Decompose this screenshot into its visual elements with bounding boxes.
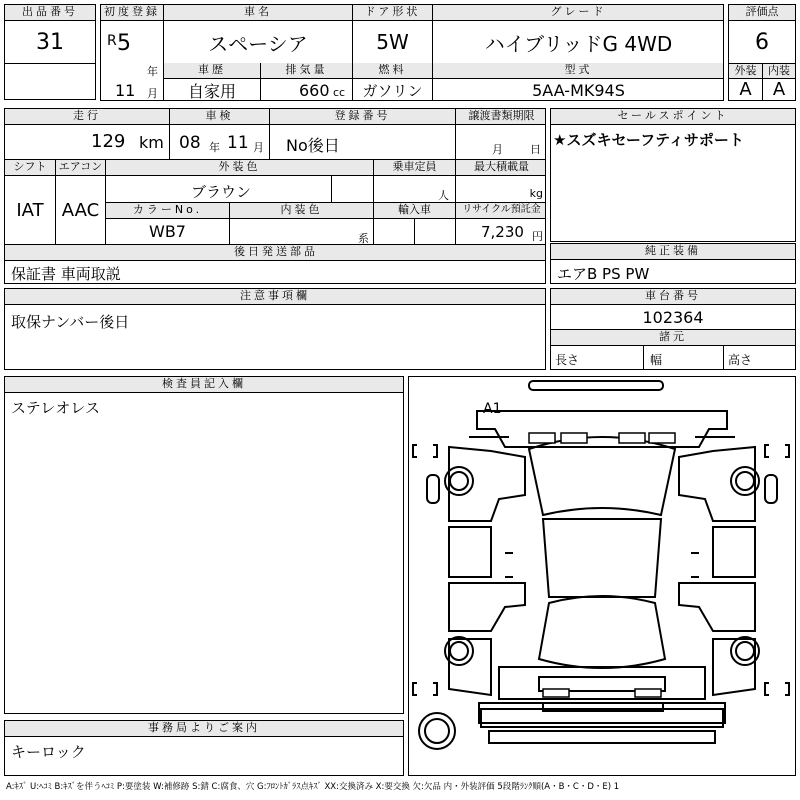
displacement-unit: cc (333, 86, 346, 99)
vehicle-detail-box (4, 108, 546, 284)
recycle-value: 7,230 (481, 223, 524, 241)
car-diagram-box (408, 376, 796, 776)
displacement-divider (260, 79, 261, 101)
first-reg-month-unit: 月 (147, 87, 158, 100)
displacement-value: 660 (299, 81, 330, 100)
car-name-value: スペーシア (163, 21, 352, 63)
sales-point-label: セールスポイント (551, 109, 795, 125)
mileage-unit: km (139, 133, 164, 152)
ext-color-label: 外装色 (105, 160, 373, 176)
score-ext-value: A (739, 79, 752, 100)
spec-width: 幅 (643, 346, 723, 369)
office-box (4, 720, 404, 776)
car-name-label: 車名 (163, 5, 352, 21)
spec-height: 高さ (723, 346, 795, 369)
reg-number-value: No後日 (269, 125, 455, 159)
model-value: 5AA-MK94S (432, 79, 724, 101)
fuel-label: 燃料 (352, 63, 432, 79)
color-no-label: カラーNo. (105, 203, 229, 219)
max-load-unit: kg (455, 176, 546, 202)
chassis-box (550, 288, 796, 370)
int-color-unit: 系 (229, 219, 373, 244)
door-label: ドア形状 (352, 5, 432, 21)
mileage-value: 129 (91, 131, 126, 152)
mileage-label: 走行 (5, 109, 169, 125)
first-reg-label: 初度登録 (101, 5, 163, 21)
later-parts-value: 保証書 車両取説 (11, 265, 121, 283)
score-int-value: A (762, 79, 795, 100)
import-label: 輸入車 (373, 203, 455, 219)
notes-box (4, 288, 546, 370)
chassis-value: 102364 (551, 305, 795, 330)
recycle-unit: 円 (532, 230, 543, 243)
color-no-value: WB7 (105, 219, 229, 244)
inspection-year-unit: 年 (209, 141, 220, 154)
max-load-label: 最大積載量 (455, 160, 546, 176)
car-outline-diagram (409, 377, 795, 775)
score-ext-label: 外装 (729, 63, 762, 79)
transfer-month-unit: 月 (492, 143, 503, 156)
inspection-divider (169, 125, 170, 159)
reg-number-label: 登録番号 (269, 109, 455, 125)
history-value: 自家用 (163, 79, 260, 101)
chassis-label: 車台番号 (551, 289, 795, 305)
equipment-label: 純正装備 (551, 244, 795, 260)
capacity-label: 乗車定員 (373, 160, 455, 176)
score-int-label: 内装 (762, 63, 795, 79)
inspector-label: 検査員記入欄 (5, 377, 403, 393)
first-reg-era: R (107, 33, 117, 49)
import-cell-2 (414, 219, 455, 244)
inspection-label: 車検 (169, 109, 269, 125)
inspector-value: ステレオレス (11, 399, 100, 417)
shift-value: IAT (16, 199, 44, 221)
ext-color-extra (331, 176, 373, 202)
notes-value: 取保ナンバー後日 (11, 313, 130, 331)
shift-label: シフト (5, 160, 55, 176)
sales-point-box (550, 108, 796, 242)
score-box (728, 4, 796, 101)
sales-point-value: ★スズキセーフティサポート (553, 131, 744, 149)
grade-value: ハイブリッドG 4WD (432, 21, 724, 63)
inspector-box (4, 376, 404, 714)
first-reg-year: 5 (117, 31, 131, 56)
door-value: 5W (352, 21, 432, 63)
lot-blank (5, 63, 95, 99)
capacity-unit: 人 (373, 176, 455, 202)
legend-footer: A:ｷｽﾞ U:ﾍｺﾐ B:ｷｽﾞを伴うﾍｺﾐ P:要塗装 W:補修跡 S:錆 C:腐食、穴 G:ﾌﾛﾝﾄｶﾞﾗｽ点ｷｽﾞ XX:交換済み X:要交換 欠:欠品 内・外装評価 5段階ﾗﾝｸ順(A・B・C・D・E) 1 (6, 782, 620, 792)
office-label: 事務局よりご案内 (5, 721, 403, 737)
grade-label: グレード (432, 5, 724, 21)
ext-color-value: ブラウン (191, 183, 252, 201)
damage-mark: A1 (483, 401, 502, 417)
first-reg-month: 11 (115, 81, 136, 100)
header-main-box (100, 4, 724, 101)
transfer-day-unit: 日 (530, 143, 541, 156)
fuel-value: ガソリン (352, 79, 432, 101)
int-color-label: 内装色 (229, 203, 373, 219)
lot-label: 出品番号 (5, 5, 95, 21)
import-cell (373, 219, 414, 244)
office-value: キーロック (11, 743, 86, 761)
history-label: 車歴 (163, 63, 260, 79)
inspection-month: 11 (227, 133, 249, 153)
inspection-year: 08 (179, 133, 201, 153)
spec-label: 諸元 (551, 330, 795, 346)
recycle-label: リサイクル預託金 (455, 203, 546, 219)
score-value: 6 (755, 29, 769, 55)
displacement-label: 排気量 (260, 63, 352, 79)
first-reg-year-unit: 年 (147, 65, 158, 78)
equipment-box (550, 243, 796, 284)
transfer-label: 譲渡書類期限 (455, 109, 546, 125)
lot-box (4, 4, 96, 100)
model-label: 型式 (432, 63, 724, 79)
lot-number: 31 (36, 29, 64, 55)
ac-label: エアコン (55, 160, 105, 176)
ac-value: AAC (55, 176, 105, 244)
inspection-month-unit: 月 (253, 141, 264, 154)
spec-length: 長さ (555, 353, 580, 367)
equipment-value: エアB PS PW (557, 265, 650, 283)
notes-label: 注意事項欄 (5, 289, 545, 305)
score-label: 評価点 (729, 5, 795, 21)
later-parts-label: 後日発送部品 (5, 244, 546, 261)
